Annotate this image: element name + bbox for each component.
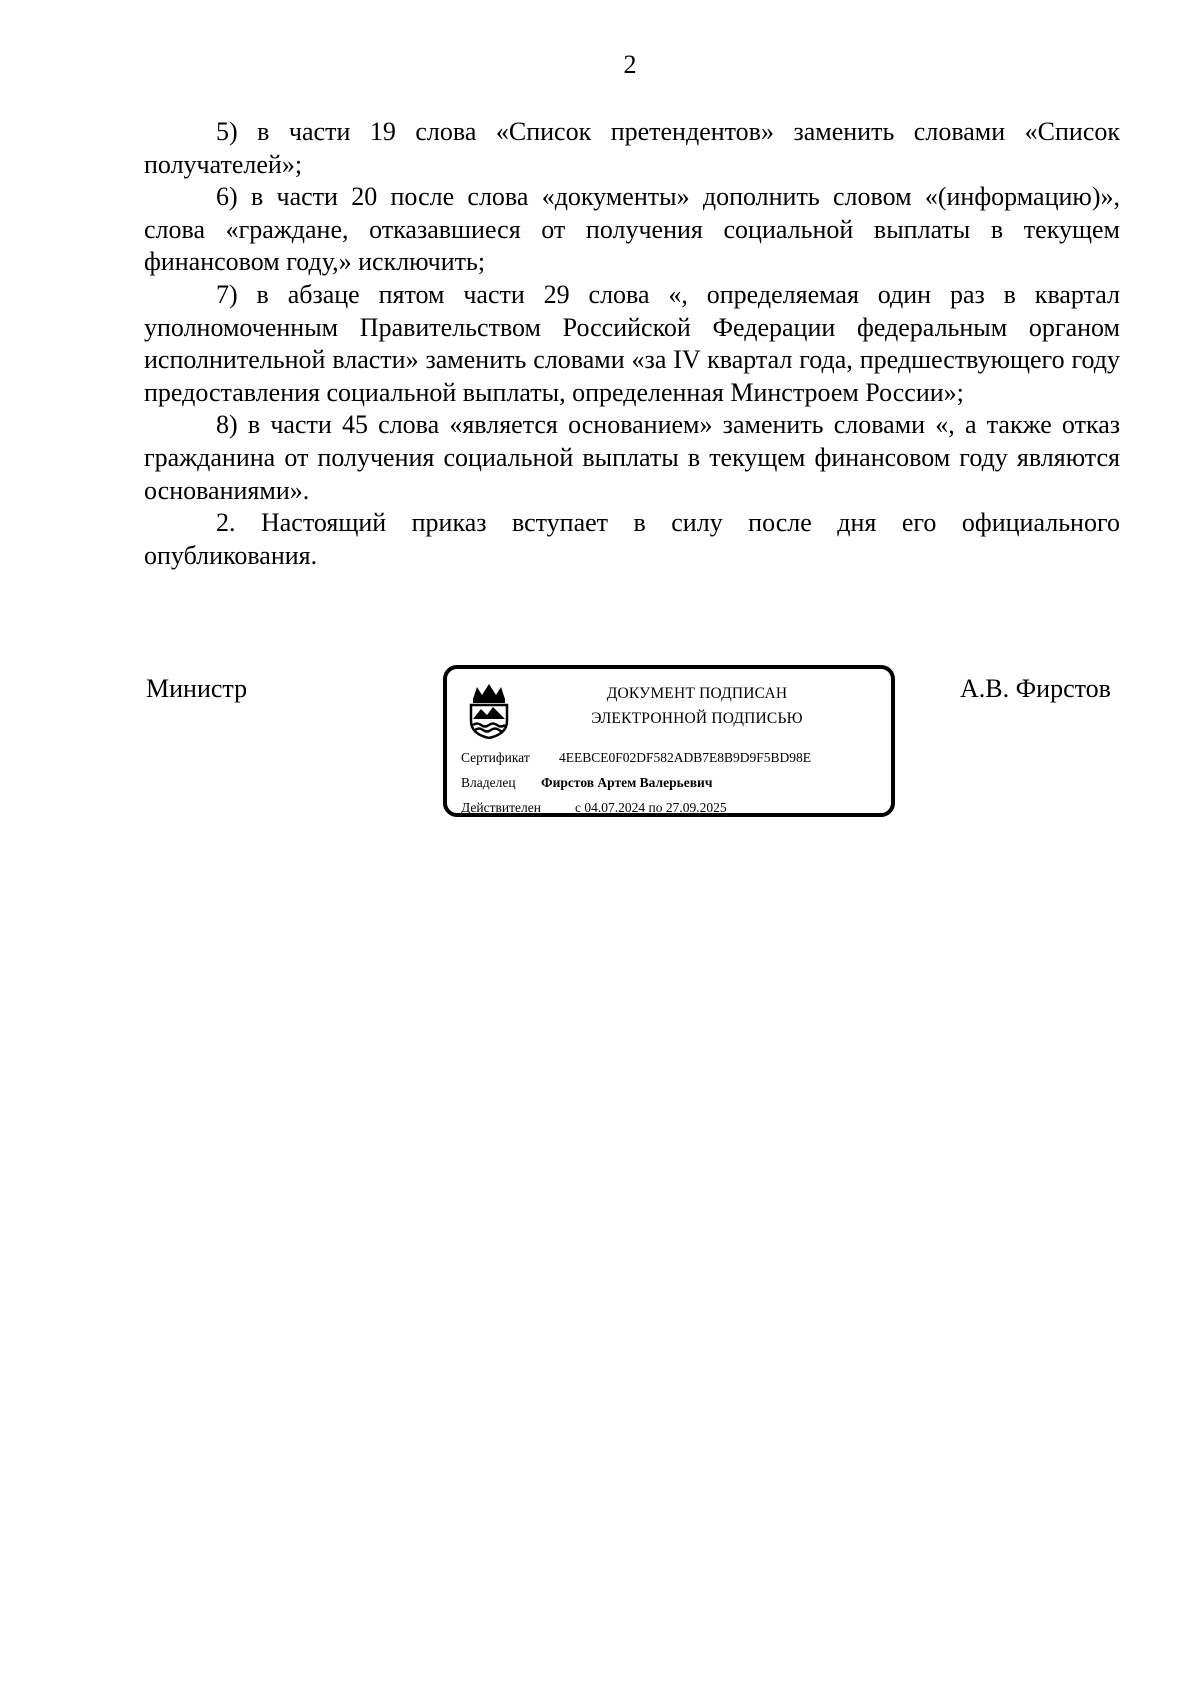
stamp-validity-row — [461, 799, 727, 817]
signer-position: Министр — [146, 674, 248, 703]
owner-label: Владелец — [461, 775, 516, 790]
paragraph-item-6: 6) в части 20 после слова «документы» дополнить словом «(информацию)», слова «граждане, отказавшиеся от получения социальной выплаты в текущем финансовом году,» исключить; — [144, 182, 1120, 277]
coat-of-arms-icon — [463, 681, 515, 739]
stamp-title-line-2: ЭЛЕКТРОННОЙ ПОДПИСЬЮ — [591, 710, 803, 727]
paragraph-item-8: 8) в части 45 слова «является основанием» заменить словами «, а также отказ гражданина от получения социальной выплаты в текущем финансовом году являются основаниями». — [144, 410, 1120, 505]
certificate-value: 4EEBCE0F02DF582ADB7E8B9D9F5BD98E — [559, 750, 812, 765]
document-body — [144, 116, 1120, 572]
validity-label: Действителен — [461, 800, 541, 815]
stamp-certificate-row — [461, 749, 811, 767]
signer-name: А.В. Фирстов — [960, 674, 1111, 703]
paragraph-item-5: 5) в части 19 слова «Список претендентов» заменить словами «Список получателей»; — [144, 117, 1120, 179]
owner-value: Фирстов Артем Валерьевич — [541, 775, 713, 790]
stamp-title — [527, 681, 867, 731]
paragraph-effective-date: 2. Настоящий приказ вступает в силу после дня его официального опубликования. — [144, 508, 1120, 570]
validity-value: с 04.07.2024 по 27.09.2025 — [575, 800, 727, 815]
certificate-label: Сертификат — [461, 750, 530, 765]
stamp-owner-row — [461, 774, 712, 792]
electronic-signature-stamp — [443, 665, 895, 817]
stamp-title-line-1: ДОКУМЕНТ ПОДПИСАН — [606, 685, 788, 702]
paragraph-item-7: 7) в абзаце пятом части 29 слова «, определяемая один раз в квартал уполномоченным Правительством Российской Федерации федеральным органом исполнительной власти» заменить словами «за IV квартал года, предшествующего году предоставления социальной выплаты, определенная Минстроем России»; — [144, 279, 1120, 407]
signature-block — [0, 660, 1200, 830]
page-number: 2 — [623, 50, 637, 79]
